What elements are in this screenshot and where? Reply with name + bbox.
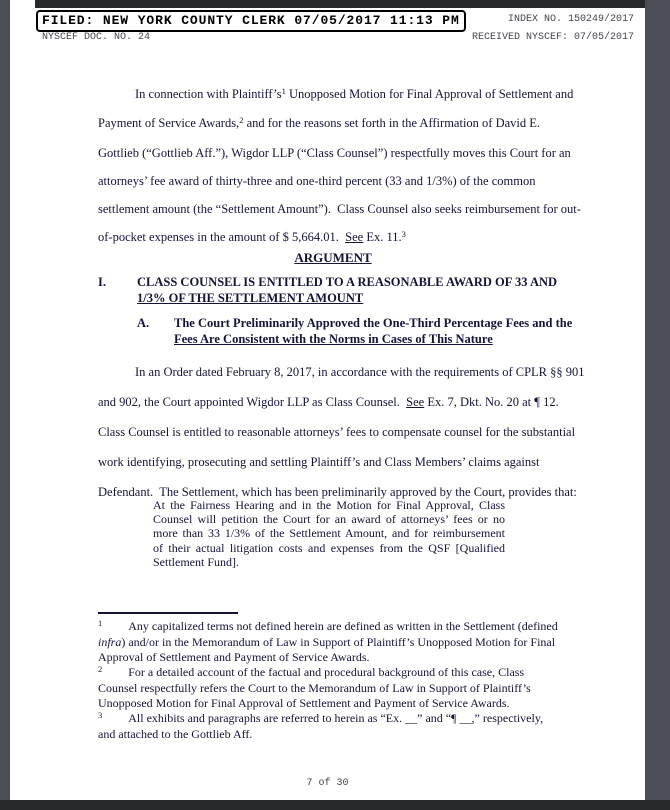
text-line bbox=[98, 711, 578, 727]
text-line bbox=[98, 223, 578, 252]
settlement-blockquote bbox=[153, 498, 505, 569]
section-number: I. bbox=[98, 275, 106, 289]
text-segment: and attached to the Gottlieb Aff. bbox=[98, 727, 253, 741]
viewer-bottom-strip bbox=[0, 800, 670, 810]
filed-stamp-banner: FILED: NEW YORK COUNTY CLERK 07/05/2017 11:13 PM bbox=[36, 10, 466, 32]
section-heading-line: CLASS COUNSEL IS ENTITLED TO A REASONABLE AWARD OF 33 AND bbox=[137, 275, 558, 289]
section-heading-1 bbox=[98, 274, 557, 306]
text-line bbox=[153, 555, 505, 569]
text-line bbox=[98, 167, 578, 195]
text-line bbox=[98, 681, 578, 696]
text-segment: Ex. 7, Dkt. No. 20 at ¶ 12. bbox=[424, 395, 559, 409]
text-segment: Approval of Settlement and Payment of Service Awards. bbox=[98, 650, 370, 664]
text-segment: Gottlieb (“Gottlieb Aff.”), Wigdor LLP (“Class Counsel”) respectfully moves this Court for an bbox=[98, 145, 571, 160]
text-segment: and for the reasons set forth in the Affirmation of David E. bbox=[243, 116, 541, 131]
text-line bbox=[98, 80, 578, 109]
text-line bbox=[98, 357, 585, 387]
subsection-heading-line: Fees Are Consistent with the Norms in Cases of This Nature bbox=[174, 332, 493, 346]
text-segment: See bbox=[345, 230, 364, 245]
text-line bbox=[153, 526, 505, 540]
text-segment: of-pocket expenses in the amount of $ 5,664.01. bbox=[98, 230, 346, 245]
text-segment: All exhibits and paragraphs are referred to herein as “Ex. __” and “¶ __,” respectively, bbox=[128, 711, 544, 725]
text-line bbox=[98, 619, 578, 635]
text-segment: Settlement Fund]. bbox=[153, 554, 239, 569]
text-line bbox=[153, 498, 505, 512]
subsection-heading-line: The Court Preliminarily Approved the One-Third Percentage Fees and the bbox=[174, 316, 573, 330]
document-page bbox=[10, 8, 645, 800]
text-segment: ) and/or in the Memorandum of Law in Support of Plaintiff’s Unopposed Motion for Final bbox=[121, 635, 556, 649]
text-segment: See bbox=[406, 395, 425, 409]
text-line bbox=[98, 195, 581, 223]
text-line bbox=[98, 417, 578, 447]
text-segment: 1 bbox=[281, 85, 286, 96]
received-nyscef-date: RECEIVED NYSCEF: 07/05/2017 bbox=[471, 32, 634, 43]
subsection-letter: A. bbox=[137, 316, 150, 330]
text-segment: more than 33 1/3% of the Settlement Amount, and for reimbursement bbox=[153, 526, 505, 541]
footnotes-block bbox=[98, 619, 578, 742]
text-line bbox=[98, 635, 578, 650]
text-segment: Counsel respectfully refers the Court to the Memorandum of Law in Support of Plaintiff’s bbox=[98, 681, 531, 695]
previous-page-edge bbox=[10, 0, 35, 8]
text-line bbox=[98, 387, 578, 417]
section-heading-text bbox=[137, 274, 557, 306]
text-segment: Defendant. The Settlement, which has been preliminarily approved by the Court, provides that: bbox=[98, 485, 577, 499]
second-paragraph bbox=[98, 357, 585, 507]
text-line bbox=[98, 109, 578, 138]
text-segment: 3 bbox=[98, 709, 103, 720]
page-number-indicator: 7 of 30 bbox=[306, 778, 349, 789]
text-line bbox=[98, 650, 578, 665]
text-segment: of their actual litigation costs and expenses from the QSF [Qualified bbox=[153, 540, 505, 555]
text-segment: Payment of Service Awards, bbox=[98, 116, 240, 131]
text-line bbox=[98, 696, 578, 711]
text-segment: settlement amount (the “Settlement Amount”). Class Counsel also seeks reimbursement for out- bbox=[98, 202, 581, 217]
text-line bbox=[153, 541, 505, 555]
text-segment: 2 bbox=[239, 114, 244, 125]
text-segment: For a detailed account of the factual and procedural background of this case, Class bbox=[128, 665, 525, 679]
text-segment: 3 bbox=[401, 228, 406, 239]
text-segment: attorneys’ fee award of thirty-three and one-third percent (33 and 1/3%) of the common bbox=[98, 173, 536, 188]
text-segment: 2 bbox=[98, 663, 103, 674]
text-segment: Class Counsel is entitled to reasonable attorneys’ fees to compensate counsel for the substantial bbox=[98, 425, 576, 439]
text-segment: Counsel will petition the Court for an award of attorneys’ fees or no bbox=[153, 512, 505, 527]
subsection-heading-text bbox=[174, 315, 572, 347]
text-segment: Unopposed Motion for Final Approval of Settlement and bbox=[285, 87, 574, 101]
text-segment: Ex. 11. bbox=[363, 230, 402, 245]
opening-paragraph bbox=[98, 80, 581, 253]
text-segment: At the Fairness Hearing and in the Motion for Final Approval, Class bbox=[153, 498, 505, 512]
text-segment: Unopposed Motion for Final Approval of Settlement and Payment of Service Awards. bbox=[98, 696, 510, 710]
footnote-separator-rule bbox=[98, 612, 238, 614]
text-line bbox=[153, 512, 505, 526]
text-segment: and 902, the Court appointed Wigdor LLP as Class Counsel. bbox=[98, 395, 407, 409]
text-segment: Any capitalized terms not defined herein are defined as written in the Settlement (defined bbox=[128, 619, 558, 633]
text-segment: In connection with Plaintiff’s bbox=[135, 87, 282, 101]
text-line bbox=[98, 447, 578, 477]
page-gap-bar bbox=[35, 0, 645, 8]
text-segment: infra bbox=[98, 635, 122, 649]
text-segment: In an Order dated February 8, 2017, in accordance with the requirements of CPLR §§ 901 bbox=[135, 365, 585, 379]
text-line bbox=[98, 139, 578, 167]
section-heading-line: 1/3% OF THE SETTLEMENT AMOUNT bbox=[137, 291, 364, 305]
argument-heading: ARGUMENT bbox=[294, 250, 372, 265]
index-number: INDEX NO. 150249/2017 bbox=[507, 14, 634, 25]
nyscef-doc-number: NYSCEF DOC. NO. 24 bbox=[42, 32, 151, 43]
text-line bbox=[98, 727, 578, 742]
text-segment: 1 bbox=[98, 617, 103, 628]
text-segment: work identifying, prosecuting and settling Plaintiff’s and Class Members’ claims against bbox=[98, 455, 540, 469]
subsection-heading-a bbox=[137, 315, 572, 347]
text-line bbox=[98, 665, 578, 681]
